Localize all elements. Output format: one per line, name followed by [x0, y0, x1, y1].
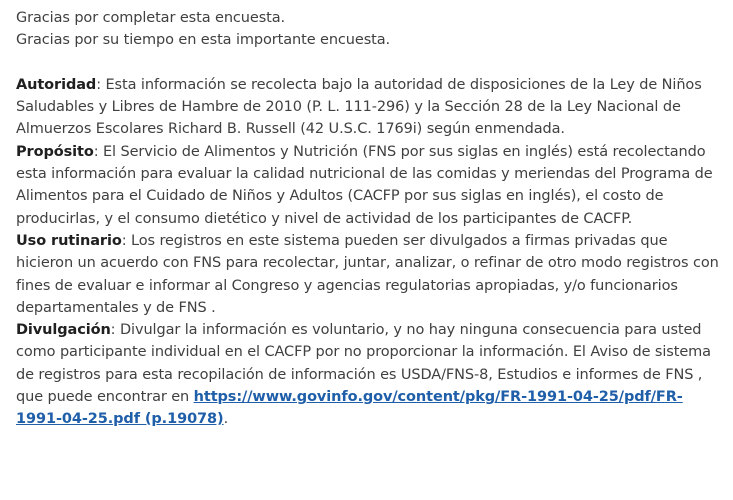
disclosure-text: : Divulgar la información es voluntario, y no hay ninguna consecuencia para usted como participante individual en el CACFP por no proporcionar la información. El Aviso de sistema de registros para esta recopilación de información es USDA/FNS-8, Estudios e informes de FNS , que puede encontrar en [16, 322, 711, 406]
survey-completion-notice [16, 7, 728, 431]
purpose-text: : El Servicio de Alimentos y Nutrición (FNS por sus siglas en inglés) está recolectando esta información para evaluar la calidad nutricional de las comidas y meriendas del Programa de Alimentos para el Cuidado de Niños y Adultos (CACFP por sus siglas en inglés), el costo de producirlas, y el consumo dietético y nivel de actividad de los participantes de CACFP. [16, 143, 713, 227]
disclosure-label: Divulgación [16, 322, 111, 339]
routine-use-label: Uso rutinario [16, 232, 122, 249]
thank-you-message [16, 7, 728, 52]
purpose-label: Propósito [16, 143, 94, 160]
authority-text: : Esta información se recolecta bajo la autoridad de disposiciones de la Ley de Niños Saludables y Libres de Hambre de 2010 (P. L. 111-296) y la Sección 28 de la Ley Nacional de Almuerzos Escolares Richard B. Russell (42 U.S.C. 1769i) según enmendada. [16, 76, 702, 138]
disclosure-paragraph [16, 319, 728, 430]
thank-you-line-1: Gracias por completar esta encuesta. [16, 10, 286, 26]
federal-register-link[interactable]: https://www.govinfo.gov/content/pkg/FR-1991-04-25/pdf/FR-1991-04-25.pdf (p.19078) [16, 389, 683, 428]
disclosure-end: . [223, 411, 229, 428]
routine-use-paragraph [16, 230, 728, 319]
authority-paragraph [16, 74, 728, 141]
routine-use-text: : Los registros en este sistema pueden ser divulgados a firmas privadas que hicieron un acuerdo con FNS para recolectar, juntar, analizar, o refinar de otro modo registros con fines de evaluar e informar al Congreso y agencias regulatorias apropiadas, y/o funcionarios departamentales y de FNS . [16, 232, 719, 316]
authority-label: Autoridad [16, 76, 97, 93]
thank-you-line-2: Gracias por su tiempo en esta importante encuesta. [16, 32, 391, 49]
purpose-paragraph [16, 141, 728, 230]
